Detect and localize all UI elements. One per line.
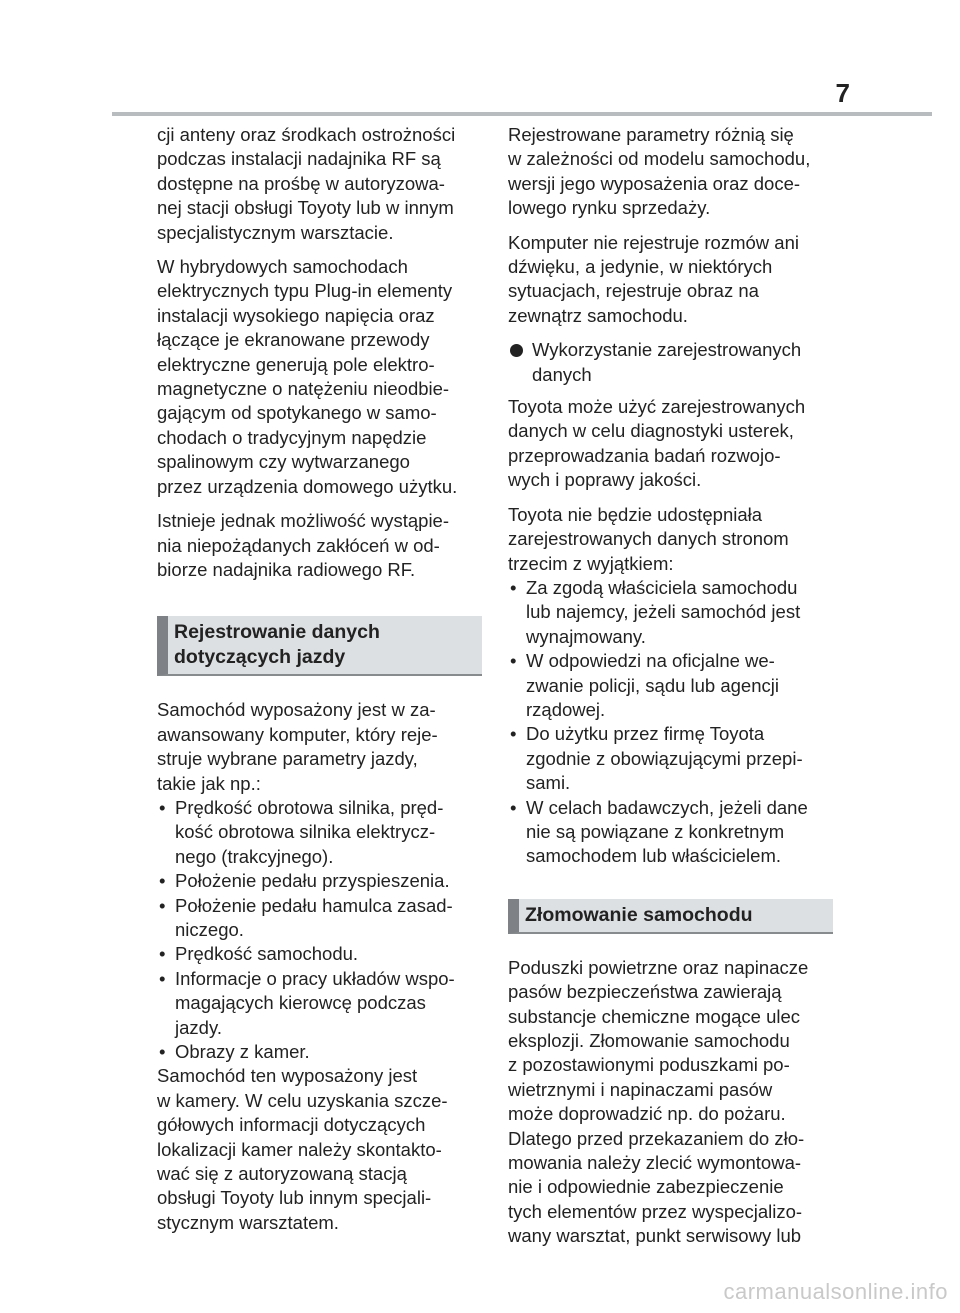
text-line: spalinowym czy wytwarzanego bbox=[157, 451, 410, 473]
text-line: tych elementów przez wyspecjalizo- bbox=[508, 1200, 803, 1222]
text-line: wietrznymi i napinaczami pasów bbox=[508, 1078, 773, 1100]
text-line: nej stacji obsługi Toyoty lub w innym bbox=[157, 197, 454, 219]
text-line: nie i odpowiednie zabezpieczenie bbox=[508, 1176, 784, 1198]
text-line: w zależności od modelu samochodu, bbox=[508, 148, 811, 170]
text-line: elektrycznych typu Plug-in elementy bbox=[157, 280, 453, 302]
text-line: • Informacje o pracy układów wspo- bbox=[175, 967, 455, 989]
text-line: • W celach badawczych, jeżeli dane bbox=[526, 796, 808, 818]
subheading-data-usage bbox=[508, 338, 833, 387]
text-line: Samochód ten wyposażony jest bbox=[157, 1065, 418, 1087]
text-line: obsługi Toyoty lub innym specjali- bbox=[157, 1187, 432, 1209]
section-heading-data-recording bbox=[157, 616, 482, 676]
text-line: magnetyczne o natężeniu nieodbie- bbox=[157, 378, 450, 400]
text-line: wersji jego wyposażenia oraz doce- bbox=[508, 172, 801, 194]
text-line: • Prędkość samochodu. bbox=[175, 943, 359, 965]
bullet-item bbox=[157, 1040, 482, 1064]
text-line: może doprowadzić np. do pożaru. bbox=[508, 1103, 786, 1125]
text-line: pasów bezpieczeństwa zawierają bbox=[508, 981, 782, 1003]
text-line: cji anteny oraz środkach ostrożności bbox=[157, 124, 456, 145]
left-column bbox=[157, 123, 482, 1245]
text-line: danych w celu diagnostyki usterek, bbox=[508, 420, 794, 442]
paragraph bbox=[157, 1064, 482, 1235]
bullet-item bbox=[157, 942, 482, 966]
text-line: wynajmowany. bbox=[526, 625, 646, 647]
text-line: • Obrazy z kamer. bbox=[175, 1041, 310, 1062]
text-line: przeprowadzania badań rozwojo- bbox=[508, 444, 781, 466]
text-line: • Za zgodą właściciela samochodu bbox=[526, 576, 798, 598]
text-line: lowego rynku sprzedaży. bbox=[508, 197, 711, 219]
text-line: instalacji wysokiego napięcia oraz bbox=[157, 304, 435, 326]
right-column bbox=[508, 123, 833, 1259]
text-line: dotyczących jazdy bbox=[174, 646, 346, 669]
bullet-item bbox=[157, 967, 482, 1040]
text-line: biorze nadajnika radiowego RF. bbox=[157, 558, 416, 580]
paragraph bbox=[157, 698, 482, 796]
text-line: substancje chemiczne mogące ulec bbox=[508, 1005, 801, 1027]
text-line: kość obrotowa silnika elektrycz- bbox=[175, 821, 436, 843]
text-line: chodach o tradycyjnym napędzie bbox=[157, 426, 427, 448]
text-line: stycznym warsztatem. bbox=[157, 1211, 339, 1233]
text-line: magających kierowcę podczas bbox=[175, 992, 426, 1014]
text-line: gającym od spotykanego w samo- bbox=[157, 402, 437, 424]
text-line: Komputer nie rejestruje rozmów ani bbox=[508, 231, 799, 253]
text-line: W hybrydowych samochodach bbox=[157, 256, 408, 278]
text-line: zewnątrz samochodu. bbox=[508, 304, 688, 326]
text-line: w kamery. W celu uzyskania szcze- bbox=[157, 1089, 448, 1111]
text-line: lokalizacji kamer należy skontakto- bbox=[157, 1138, 442, 1160]
paragraph bbox=[157, 123, 482, 245]
paragraph bbox=[508, 395, 833, 493]
bullet-list bbox=[508, 576, 833, 869]
page-number: 7 bbox=[835, 78, 850, 108]
bullet-item bbox=[508, 649, 833, 722]
text-line: eksplozji. Złomowanie samochodu bbox=[508, 1030, 790, 1051]
text-line: lub najemcy, jeżeli samochód jest bbox=[526, 601, 801, 623]
text-line: Samochód wyposażony jest w za- bbox=[157, 699, 436, 721]
text-line: Rejestrowanie danych bbox=[174, 621, 380, 644]
text-line: Istnieje jednak możliwość wystąpie- bbox=[157, 510, 450, 532]
text-line: nie są powiązane z konkretnym bbox=[526, 820, 785, 842]
text-line: takie jak np.: bbox=[157, 772, 261, 794]
section-heading-scrapping bbox=[508, 899, 833, 934]
text-line: gółowych informacji dotyczących bbox=[157, 1114, 426, 1136]
bullet-item bbox=[508, 722, 833, 795]
paragraph bbox=[508, 956, 833, 1249]
text-line: trzecim z wyjątkiem: bbox=[508, 552, 674, 574]
paragraph bbox=[157, 509, 482, 582]
text-line: specjalistycznym warsztacie. bbox=[157, 221, 394, 243]
text-line: Złomowanie samochodu bbox=[525, 903, 753, 926]
text-line: Dlatego przed przekazaniem do zło- bbox=[508, 1127, 805, 1149]
text-line: sami. bbox=[526, 772, 571, 794]
text-line: • W odpowiedzi na oficjalne we- bbox=[526, 650, 775, 672]
paragraph bbox=[508, 503, 833, 576]
text-line: zwanie policji, sądu lub agencji bbox=[526, 674, 779, 696]
text-line: wych i poprawy jakości. bbox=[508, 469, 702, 491]
text-line: • Prędkość obrotowa silnika, pręd- bbox=[175, 796, 444, 818]
bullet-item bbox=[157, 894, 482, 943]
text-line: • Położenie pedału hamulca zasad- bbox=[175, 894, 453, 916]
text-line: wany warsztat, punkt serwisowy lub bbox=[508, 1225, 802, 1247]
text-line: nego (trakcyjnego). bbox=[175, 845, 334, 867]
paragraph bbox=[508, 231, 833, 329]
text-line: samochodem lub właścicielem. bbox=[526, 845, 781, 867]
text-line: nia niepożądanych zakłóceń w od- bbox=[157, 534, 440, 556]
bullet-item bbox=[157, 869, 482, 893]
text-line: Toyota może użyć zarejestrowanych bbox=[508, 396, 806, 418]
text-line: wać się z autoryzowaną stacją bbox=[157, 1163, 407, 1185]
text-line: Poduszki powietrzne oraz napinacze bbox=[508, 956, 809, 978]
text-line: zarejestrowanych danych stronom bbox=[508, 528, 789, 550]
text-line: • Do użytku przez firmę Toyota bbox=[526, 723, 765, 745]
text-line: danych bbox=[532, 363, 592, 385]
text-line: jazdy. bbox=[175, 1016, 222, 1038]
paragraph bbox=[157, 255, 482, 499]
bullet-item bbox=[508, 576, 833, 649]
text-line: dostępne na prośbę w autoryzowa- bbox=[157, 172, 445, 194]
text-line: awansowany komputer, który reje- bbox=[157, 723, 438, 745]
text-line: Rejestrowane parametry różnią się bbox=[508, 124, 794, 145]
text-line: niczego. bbox=[175, 918, 244, 940]
text-line: • Położenie pedału przyspieszenia. bbox=[175, 870, 450, 892]
text-line: sytuacjach, rejestruje obraz na bbox=[508, 280, 759, 302]
top-rule bbox=[112, 112, 932, 116]
text-line: mowania należy zlecić wymontowa- bbox=[508, 1152, 802, 1174]
text-line: przez urządzenia domowego użytku. bbox=[157, 475, 458, 497]
bullet-list bbox=[157, 796, 482, 1064]
text-line: z pozostawionymi poduszkami po- bbox=[508, 1054, 790, 1076]
text-line: Toyota nie będzie udostępniała bbox=[508, 503, 763, 525]
bullet-item bbox=[157, 796, 482, 869]
watermark: carmanualsonline.info bbox=[723, 1279, 948, 1304]
text-line: rządowej. bbox=[526, 698, 606, 720]
text-line: elektryczne generują pole elektro- bbox=[157, 353, 435, 375]
text-line: podczas instalacji nadajnika RF są bbox=[157, 148, 441, 170]
text-line: Wykorzystanie zarejestrowanych bbox=[532, 339, 802, 361]
text-line: łączące je ekranowane przewody bbox=[157, 329, 430, 351]
paragraph bbox=[508, 123, 833, 221]
text-line: zgodnie z obowiązującymi przepi- bbox=[526, 747, 803, 769]
bullet-item bbox=[508, 796, 833, 869]
text-line: dźwięku, a jedynie, w niektórych bbox=[508, 256, 773, 278]
text-line: struje wybrane parametry jazdy, bbox=[157, 748, 418, 770]
